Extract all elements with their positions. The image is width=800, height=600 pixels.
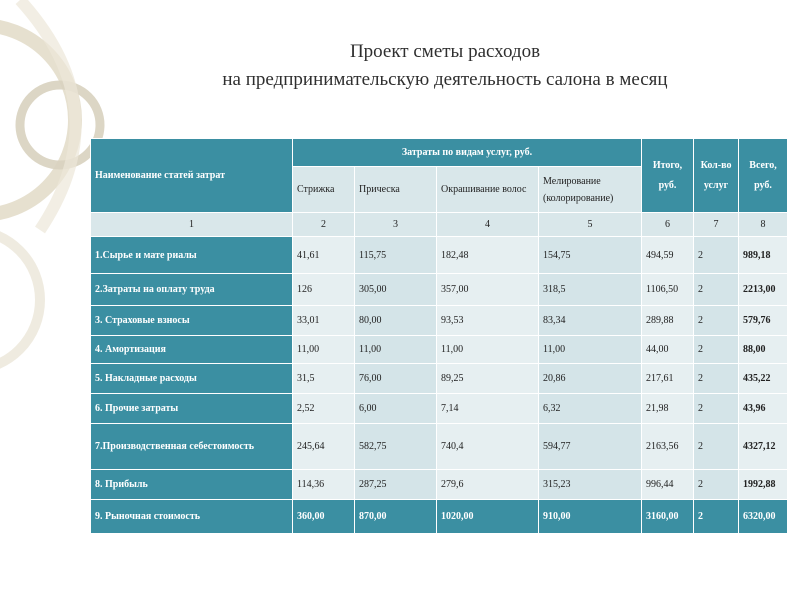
cell-c3: 7,14 [437,394,539,424]
cell-c2: 11,00 [355,336,437,364]
table-row [91,336,788,364]
row-label: 5. Накладные расходы [91,364,293,394]
cell-itogo: 494,59 [642,237,694,274]
cell-c2: 6,00 [355,394,437,424]
cell-c2: 80,00 [355,306,437,336]
table-row [91,424,788,470]
cell-kol: 2 [694,394,739,424]
col-number: 2 [293,213,355,237]
cell-c4: 315,23 [539,470,642,500]
row-label: 2.Затраты на оплату труда [91,274,293,306]
cell-vsego: 43,96 [739,394,788,424]
cell-vsego: 1992,88 [739,470,788,500]
header-vsego: Всего, руб. [739,139,788,213]
col-number: 6 [642,213,694,237]
row-label: 9. Рыночная стоимость [91,500,293,534]
cell-itogo: 3160,00 [642,500,694,534]
row-label: 7.Производственная себестоимость [91,424,293,470]
cell-c2: 582,75 [355,424,437,470]
cell-c1: 33,01 [293,306,355,336]
title-line-2: на предпринимательскую деятельность салона в месяц [222,69,668,90]
table-row [91,306,788,336]
table-row [91,500,788,534]
cost-estimate-table [90,138,788,534]
cell-vsego: 989,18 [739,237,788,274]
cell-c1: 11,00 [293,336,355,364]
cell-c3: 357,00 [437,274,539,306]
cell-vsego: 6320,00 [739,500,788,534]
cell-c3: 1020,00 [437,500,539,534]
cell-c3: 11,00 [437,336,539,364]
title-line-1: Проект сметы расходов [349,41,541,62]
cell-c4: 83,34 [539,306,642,336]
cell-itogo: 44,00 [642,336,694,364]
cell-itogo: 2163,56 [642,424,694,470]
row-label: 4. Амортизация [91,336,293,364]
cell-vsego: 2213,00 [739,274,788,306]
cell-vsego: 4327,12 [739,424,788,470]
cell-c3: 279,6 [437,470,539,500]
cell-c1: 126 [293,274,355,306]
cell-c2: 76,00 [355,364,437,394]
header-service-1: Стрижка [293,167,355,213]
header-service-3: Окрашивание волос [437,167,539,213]
cell-itogo: 996,44 [642,470,694,500]
cell-c1: 41,61 [293,237,355,274]
cell-itogo: 217,61 [642,364,694,394]
cell-itogo: 289,88 [642,306,694,336]
cell-kol: 2 [694,500,739,534]
cell-c2: 115,75 [355,237,437,274]
cell-vsego: 579,76 [739,306,788,336]
header-service-4: Мелирование (колорирование) [539,167,642,213]
cell-itogo: 21,98 [642,394,694,424]
table-body [91,237,788,534]
table-row [91,394,788,424]
cell-c2: 287,25 [355,470,437,500]
cell-c3: 740,4 [437,424,539,470]
header-itogo: Итого, руб. [642,139,694,213]
cell-c4: 11,00 [539,336,642,364]
cell-c2: 870,00 [355,500,437,534]
cell-c4: 594,77 [539,424,642,470]
table-row [91,274,788,306]
row-label: 6. Прочие затраты [91,394,293,424]
col-number: 7 [694,213,739,237]
cell-c3: 93,53 [437,306,539,336]
cell-kol: 2 [694,424,739,470]
cell-kol: 2 [694,336,739,364]
table-row [91,470,788,500]
cell-c4: 154,75 [539,237,642,274]
header-kol: Кол-во услуг [694,139,739,213]
col-number: 4 [437,213,539,237]
column-number-row [91,213,788,237]
cell-kol: 2 [694,274,739,306]
row-label: 1.Сырье и мате риалы [91,237,293,274]
header-group: Затраты по видам услуг, руб. [293,139,642,167]
cell-kol: 2 [694,237,739,274]
cell-vsego: 88,00 [739,336,788,364]
header-service-2: Прическа [355,167,437,213]
cell-c4: 318,5 [539,274,642,306]
cell-vsego: 435,22 [739,364,788,394]
header-row-1 [91,139,788,167]
row-label: 3. Страховые взносы [91,306,293,336]
table-row [91,364,788,394]
cell-c1: 31,5 [293,364,355,394]
cell-itogo: 1106,50 [642,274,694,306]
cell-c2: 305,00 [355,274,437,306]
row-label: 8. Прибыль [91,470,293,500]
col-number: 8 [739,213,788,237]
cell-kol: 2 [694,364,739,394]
table-row [91,237,788,274]
header-name-col: Наименование статей затрат [91,139,293,213]
cell-c1: 245,64 [293,424,355,470]
cell-c1: 2,52 [293,394,355,424]
cell-kol: 2 [694,306,739,336]
col-number: 5 [539,213,642,237]
cell-c4: 20,86 [539,364,642,394]
cell-c1: 360,00 [293,500,355,534]
cell-kol: 2 [694,470,739,500]
cell-c3: 182,48 [437,237,539,274]
col-number: 1 [91,213,293,237]
cell-c1: 114,36 [293,470,355,500]
slide-title [100,38,790,94]
cell-c4: 6,32 [539,394,642,424]
col-number: 3 [355,213,437,237]
cell-c4: 910,00 [539,500,642,534]
cell-c3: 89,25 [437,364,539,394]
